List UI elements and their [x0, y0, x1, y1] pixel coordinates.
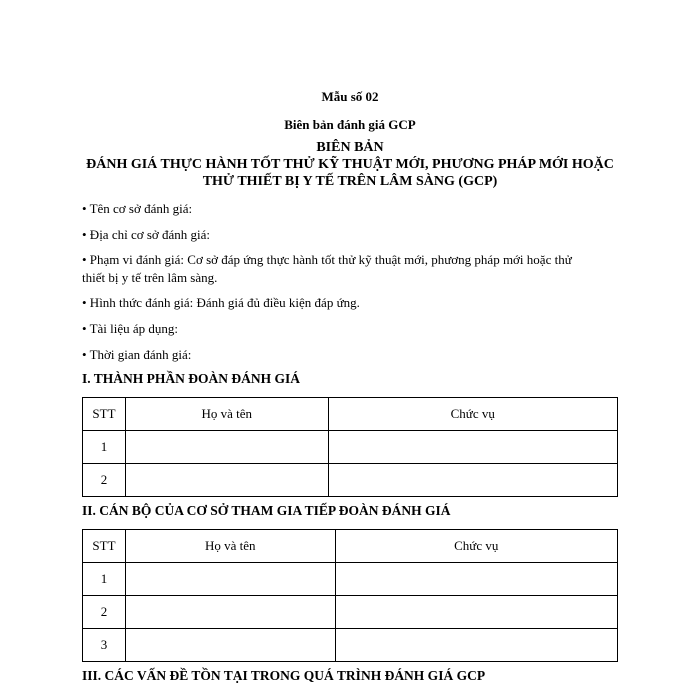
name-cell — [125, 464, 328, 497]
table-row — [83, 464, 618, 497]
row-number: 2 — [83, 596, 126, 629]
table-row — [83, 596, 618, 629]
position-cell — [335, 596, 617, 629]
name-cell — [125, 431, 328, 464]
row-number: 2 — [83, 464, 126, 497]
applicable-docs-line: • Tài liệu áp dụng: — [82, 321, 179, 336]
document-title-line-1: BIÊN BẢN — [316, 140, 384, 155]
form-title: Biên bản đánh giá GCP — [284, 117, 416, 132]
section-3-heading: III. CÁC VẤN ĐỀ TỒN TẠI TRONG QUÁ TRÌNH ĐÁNH GIÁ GCP — [82, 668, 486, 683]
row-number: 1 — [83, 563, 126, 596]
column-header-stt: STT — [83, 398, 126, 431]
facility-address-line: • Địa chỉ cơ sở đánh giá: — [82, 227, 211, 242]
column-header-name: Họ và tên — [125, 398, 328, 431]
evaluation-form-line: • Hình thức đánh giá: Đánh giá đủ điều kiện đáp ứng. — [82, 295, 360, 310]
table-header-row — [83, 530, 618, 563]
scope-line-1: • Phạm vi đánh giá: Cơ sở đáp ứng thực hành tốt thử kỹ thuật mới, phương pháp mới hoặc thử — [82, 252, 572, 267]
document-title — [0, 139, 700, 190]
row-number: 1 — [83, 431, 126, 464]
document-title-line-2: ĐÁNH GIÁ THỰC HÀNH TỐT THỬ KỸ THUẬT MỚI, PHƯƠNG PHÁP MỚI HOẶC — [86, 157, 614, 172]
form-number: Mẫu số 02 — [321, 89, 379, 104]
table-row — [83, 629, 618, 662]
facility-name-line: • Tên cơ sở đánh giá: — [82, 201, 193, 216]
document-title-line-3: THỬ THIẾT BỊ Y TẾ TRÊN LÂM SÀNG (GCP) — [202, 174, 498, 189]
position-cell — [335, 629, 617, 662]
name-cell — [125, 563, 335, 596]
section-2-heading: II. CÁN BỘ CỦA CƠ SỞ THAM GIA TIẾP ĐOÀN ĐÁNH GIÁ — [82, 503, 451, 518]
evaluation-team-table — [82, 397, 618, 497]
name-cell — [125, 596, 335, 629]
facility-staff-table — [82, 529, 618, 662]
position-cell — [335, 563, 617, 596]
table-header-row — [83, 398, 618, 431]
column-header-position: Chức vụ — [335, 530, 617, 563]
table-row — [83, 431, 618, 464]
evaluation-time-line: • Thời gian đánh giá: — [82, 347, 192, 362]
table-row — [83, 563, 618, 596]
scope-line-2: thiết bị y tế trên lâm sàng. — [82, 270, 218, 285]
column-header-stt: STT — [83, 530, 126, 563]
column-header-name: Họ và tên — [125, 530, 335, 563]
position-cell — [328, 464, 617, 497]
position-cell — [328, 431, 617, 464]
section-1-heading: I. THÀNH PHẦN ĐOÀN ĐÁNH GIÁ — [82, 371, 301, 386]
row-number: 3 — [83, 629, 126, 662]
name-cell — [125, 629, 335, 662]
column-header-position: Chức vụ — [328, 398, 617, 431]
